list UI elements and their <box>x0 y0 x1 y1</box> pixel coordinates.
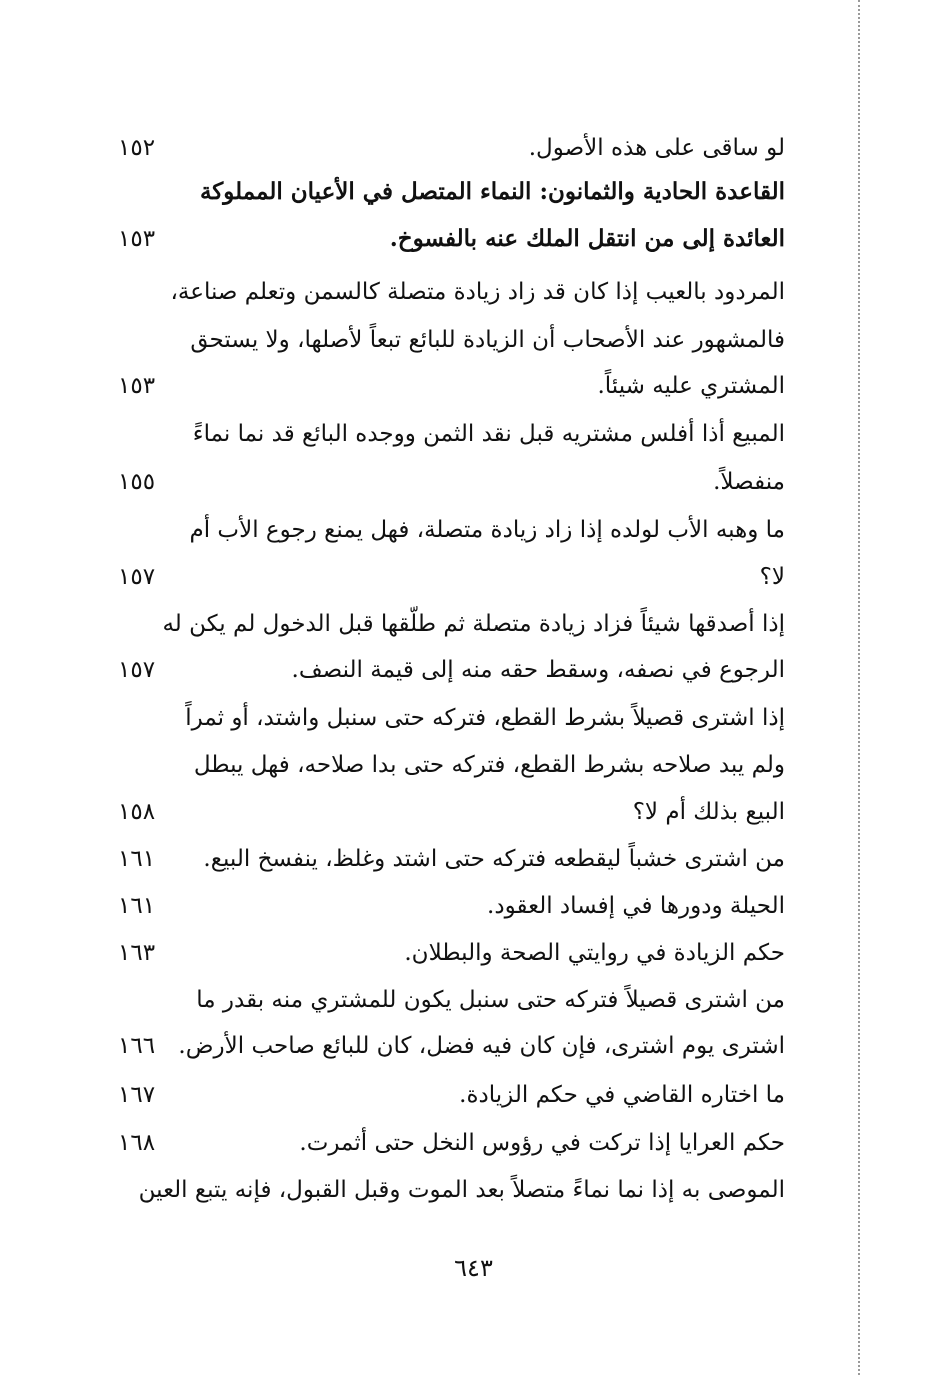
toc-entry-text: المردود بالعيب إذا كان قد زاد زيادة متصلة كالسمن وتعلم صناعة، <box>170 279 785 305</box>
toc-line <box>0 362 947 410</box>
toc-line <box>0 600 947 648</box>
toc-entry-text: المشتري عليه شيئاً. <box>597 373 785 399</box>
toc-line <box>0 410 947 458</box>
toc-entry-text: لو ساقى على هذه الأصول. <box>528 135 785 161</box>
toc-page-number: ١٦٨ <box>118 1130 156 1156</box>
toc-line <box>0 553 947 601</box>
toc-entry-text: الموصى به إذا نما نماءً متصلاً بعد الموت وقبل القبول، فإنه يتبع العين <box>138 1177 785 1203</box>
toc-entry-text: حكم الزيادة في روايتي الصحة والبطلان. <box>404 940 785 966</box>
toc-entry-text: المبيع أذا أفلس مشتريه قبل نقد الثمن ووجده البائع قد نما نماءً <box>192 421 785 447</box>
toc-page-number: ١٦١ <box>118 893 156 919</box>
toc-entry-text: البيع بذلك أم لا؟ <box>632 799 785 825</box>
toc-entry-text: ما وهبه الأب لولده إذا زاد زيادة متصلة، فهل يمنع رجوع الأب أم <box>189 517 785 543</box>
toc-line <box>0 458 947 506</box>
toc-line <box>0 646 947 694</box>
section-heading-text: العائدة إلى من انتقل الملك عنه بالفسوخ. <box>389 225 785 252</box>
toc-entry-text: اشترى يوم اشترى، فإن كان فيه فضل، كان للبائع صاحب الأرض. <box>178 1033 785 1059</box>
toc-entry-text: منفصلاً. <box>713 469 785 495</box>
toc-line <box>0 694 947 742</box>
toc-page-number: ١٦١ <box>118 846 156 872</box>
toc-page-number: ١٥٨ <box>118 799 156 825</box>
toc-line <box>0 506 947 554</box>
toc-line <box>0 124 947 172</box>
toc-page-number: ١٥٥ <box>118 469 156 495</box>
toc-line <box>0 268 947 316</box>
toc-page-number: ١٥٣ <box>118 226 156 252</box>
toc-line <box>0 882 947 930</box>
toc-page-number: ١٥٣ <box>118 373 156 399</box>
toc-entry-text: الحيلة ودورها في إفساد العقود. <box>487 893 785 919</box>
toc-line <box>0 835 947 883</box>
toc-page-number: ١٥٧ <box>118 657 156 683</box>
toc-line <box>0 316 947 364</box>
toc-line <box>0 1166 947 1214</box>
toc-page-number: ١٦٧ <box>118 1082 156 1108</box>
page-number: ٦٤٣ <box>454 1254 493 1282</box>
toc-entry-text: حكم العرايا إذا تركت في رؤوس النخل حتى أثمرت. <box>299 1130 785 1156</box>
toc-line <box>0 1119 947 1167</box>
toc-entry-text: الرجوع في نصفه، وسقط حقه منه إلى قيمة النصف. <box>291 657 785 683</box>
toc-entry-text: لا؟ <box>759 564 785 590</box>
toc-line <box>0 741 947 789</box>
toc-page-number: ١٥٧ <box>118 564 156 590</box>
toc-page-number: ١٥٢ <box>118 135 156 161</box>
section-heading-text: القاعدة الحادية والثمانون: النماء المتصل في الأعيان المملوكة <box>199 178 785 205</box>
toc-entry-text: فالمشهور عند الأصحاب أن الزيادة للبائع تبعاً لأصلها، ولا يستحق <box>190 327 785 353</box>
section-heading-line <box>0 168 947 216</box>
toc-entry-text: ولم يبد صلاحه بشرط القطع، فتركه حتى بدا صلاحه، فهل يبطل <box>193 752 785 778</box>
toc-line <box>0 976 947 1024</box>
toc-entry-text: إذا اشترى قصيلاً بشرط القطع، فتركه حتى سنبل واشتد، أو ثمراً <box>185 705 785 731</box>
toc-entry-text: من اشترى قصيلاً فتركه حتى سنبل يكون للمشتري منه بقدر ما <box>196 987 785 1013</box>
toc-line <box>0 1022 947 1070</box>
toc-entry-text: إذا أصدقها شيئاً فزاد زيادة متصلة ثم طلّقها قبل الدخول لم يكن له <box>162 611 785 637</box>
toc-entry-text: من اشترى خشباً ليقطعه فتركه حتى اشتد وغلظ، ينفسخ البيع. <box>203 846 785 872</box>
toc-line <box>0 929 947 977</box>
toc-page-number: ١٦٦ <box>118 1033 156 1059</box>
toc-line <box>0 788 947 836</box>
section-heading-line <box>0 215 947 263</box>
toc-line <box>0 1071 947 1119</box>
toc-entry-text: ما اختاره القاضي في حكم الزيادة. <box>459 1082 785 1108</box>
toc-page-number: ١٦٣ <box>118 940 156 966</box>
